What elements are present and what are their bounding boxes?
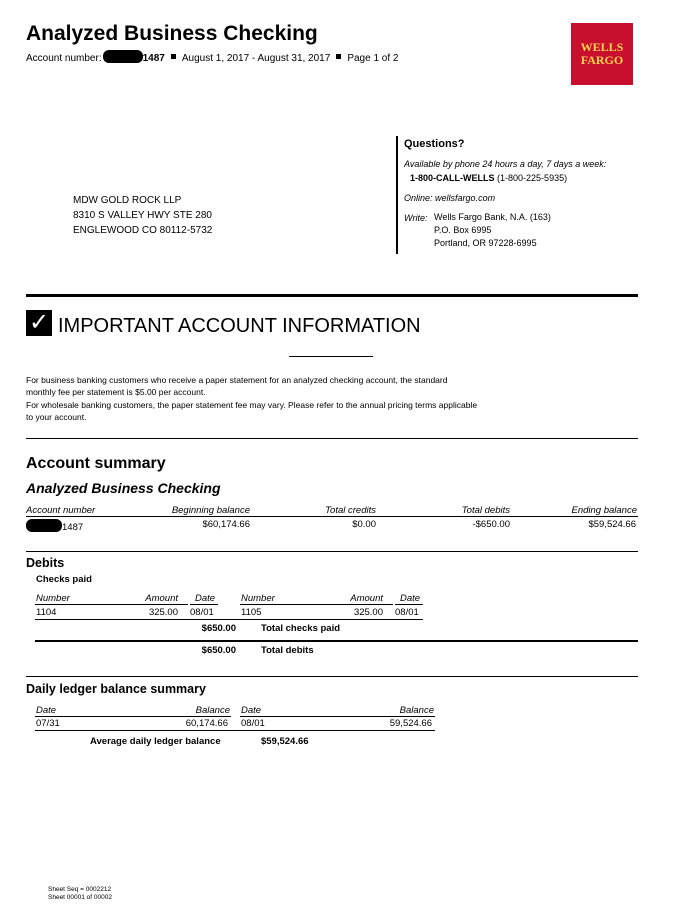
customer-address xyxy=(73,193,212,238)
mailing-line-1: Wells Fargo Bank, N.A. (163) xyxy=(434,212,551,222)
questions-box xyxy=(396,136,606,254)
summary-debits-value: -$650.00 xyxy=(472,519,510,530)
section-divider-thick xyxy=(26,294,638,297)
ledger-row-rule xyxy=(35,730,435,731)
col-total-debits: Total debits xyxy=(461,505,510,516)
separator-square-icon xyxy=(336,54,341,59)
checks-header-rule xyxy=(395,604,423,605)
write-block xyxy=(404,213,606,250)
checks-header-rule xyxy=(240,604,393,605)
website-link[interactable]: wellsfargo.com xyxy=(435,193,496,203)
summary-header-rule xyxy=(26,516,638,517)
section-divider xyxy=(26,438,638,439)
questions-title: Questions? xyxy=(404,138,465,150)
check-amount: 325.00 xyxy=(353,607,383,618)
summary-ending-value: $59,524.66 xyxy=(588,519,636,530)
important-info-title: IMPORTANT ACCOUNT INFORMATION xyxy=(58,315,421,337)
col-ending-balance: Ending balance xyxy=(571,505,637,516)
write-label: Write: xyxy=(404,213,428,223)
checks-paid-title: Checks paid xyxy=(36,574,92,585)
summary-credits-value: $0.00 xyxy=(352,519,376,530)
col-check-number: Number xyxy=(241,593,275,604)
summary-beginning-value: $60,174.66 xyxy=(202,519,250,530)
col-ledger-balance: Balance xyxy=(195,705,230,716)
summary-account-suffix: 1487 xyxy=(62,522,84,533)
title-underline xyxy=(289,356,373,357)
checks-header-rule xyxy=(35,604,188,605)
avg-ledger-value: $59,524.66 xyxy=(261,736,309,747)
col-ledger-date: Date xyxy=(36,705,57,716)
account-number-label: Account number: xyxy=(26,53,102,64)
phone-number: 1-800-CALL-WELLS xyxy=(410,173,495,183)
customer-city: ENGLEWOOD CO 80112-5732 xyxy=(73,225,213,236)
col-account-number: Account number xyxy=(26,505,96,516)
check-amount: 325.00 xyxy=(148,607,178,618)
online-line xyxy=(404,193,606,203)
page-indicator: Page 1 of 2 xyxy=(347,53,399,64)
check-date: 08/01 xyxy=(190,607,214,618)
statement-period: August 1, 2017 - August 31, 2017 xyxy=(181,53,331,64)
logo-line-1: WELLS xyxy=(580,40,624,54)
total-debits-label: Total debits xyxy=(261,645,314,656)
online-label: Online: xyxy=(404,193,433,203)
ledger-date: 08/01 xyxy=(241,718,265,729)
info-line-3: For wholesale banking customers, the paper statement fee may vary. Please refer to the annual pricing terms applicable xyxy=(26,399,478,410)
sheet-seq: Sheet Seq = 0002212 xyxy=(48,886,112,893)
col-check-amount: Amount xyxy=(350,593,383,604)
customer-name: MDW GOLD ROCK LLP xyxy=(73,195,182,206)
col-check-number: Number xyxy=(36,593,70,604)
avg-ledger-label: Average daily ledger balance xyxy=(90,736,221,747)
logo-line-2: FARGO xyxy=(580,53,624,67)
availability-text: Available by phone 24 hours a day, 7 days a week: xyxy=(404,159,607,169)
checks-row-rule xyxy=(35,619,423,620)
phone-number-digits: (1-800-225-5935) xyxy=(497,173,568,183)
col-ledger-date: Date xyxy=(241,705,262,716)
statement-subheader xyxy=(26,50,398,64)
sheet-footer xyxy=(48,886,112,902)
statement-title: Analyzed Business Checking xyxy=(26,22,318,45)
info-line-4: to your account. xyxy=(26,412,87,423)
customer-street: 8310 S VALLEY HWY STE 280 xyxy=(73,210,212,221)
ledger-balance: 59,524.66 xyxy=(389,718,432,729)
account-number-suffix: 1487 xyxy=(142,53,165,64)
info-line-1: For business banking customers who receive a paper statement for an analyzed checking account, the standard xyxy=(26,375,448,385)
mailing-address xyxy=(434,211,551,250)
checks-header-rule xyxy=(190,604,218,605)
debits-total-rule xyxy=(35,640,638,642)
debits-title: Debits xyxy=(26,556,65,570)
important-info-text xyxy=(26,374,477,424)
mailing-line-3: Portland, OR 97228-6995 xyxy=(434,238,537,248)
col-beginning-balance: Beginning balance xyxy=(171,505,250,516)
check-number: 1105 xyxy=(241,607,262,618)
total-checks-label: Total checks paid xyxy=(261,623,341,634)
col-total-credits: Total credits xyxy=(325,505,376,516)
ledger-header-rule xyxy=(35,716,231,717)
separator-square-icon xyxy=(171,54,176,59)
col-check-date: Date xyxy=(195,593,216,604)
ledger-date: 07/31 xyxy=(36,718,60,729)
sheet-count: Sheet 00001 of 00002 xyxy=(48,894,112,901)
total-checks-amount: $650.00 xyxy=(201,623,236,634)
col-ledger-balance: Balance xyxy=(399,705,434,716)
ledger-balance: 60,174.66 xyxy=(185,718,228,729)
account-summary-subtitle: Analyzed Business Checking xyxy=(26,480,221,496)
check-date: 08/01 xyxy=(395,607,419,618)
summary-account-cell xyxy=(26,519,83,533)
account-summary-title: Account summary xyxy=(26,455,166,472)
section-divider xyxy=(26,676,638,677)
col-check-date: Date xyxy=(400,593,421,604)
wells-fargo-logo xyxy=(571,23,633,85)
redaction-block xyxy=(103,50,143,63)
phone-line xyxy=(404,173,606,183)
check-number: 1104 xyxy=(36,607,57,618)
col-check-amount: Amount xyxy=(145,593,178,604)
section-divider xyxy=(26,551,638,552)
ledger-title: Daily ledger balance summary xyxy=(26,682,206,696)
mailing-line-2: P.O. Box 6995 xyxy=(434,225,492,235)
checkmark-icon: ✓ xyxy=(26,310,52,336)
redaction-block xyxy=(26,519,62,532)
info-line-2: monthly fee per statement is $5.00 per account. xyxy=(26,387,206,398)
ledger-header-rule xyxy=(240,716,435,717)
total-debits-amount: $650.00 xyxy=(201,645,236,656)
